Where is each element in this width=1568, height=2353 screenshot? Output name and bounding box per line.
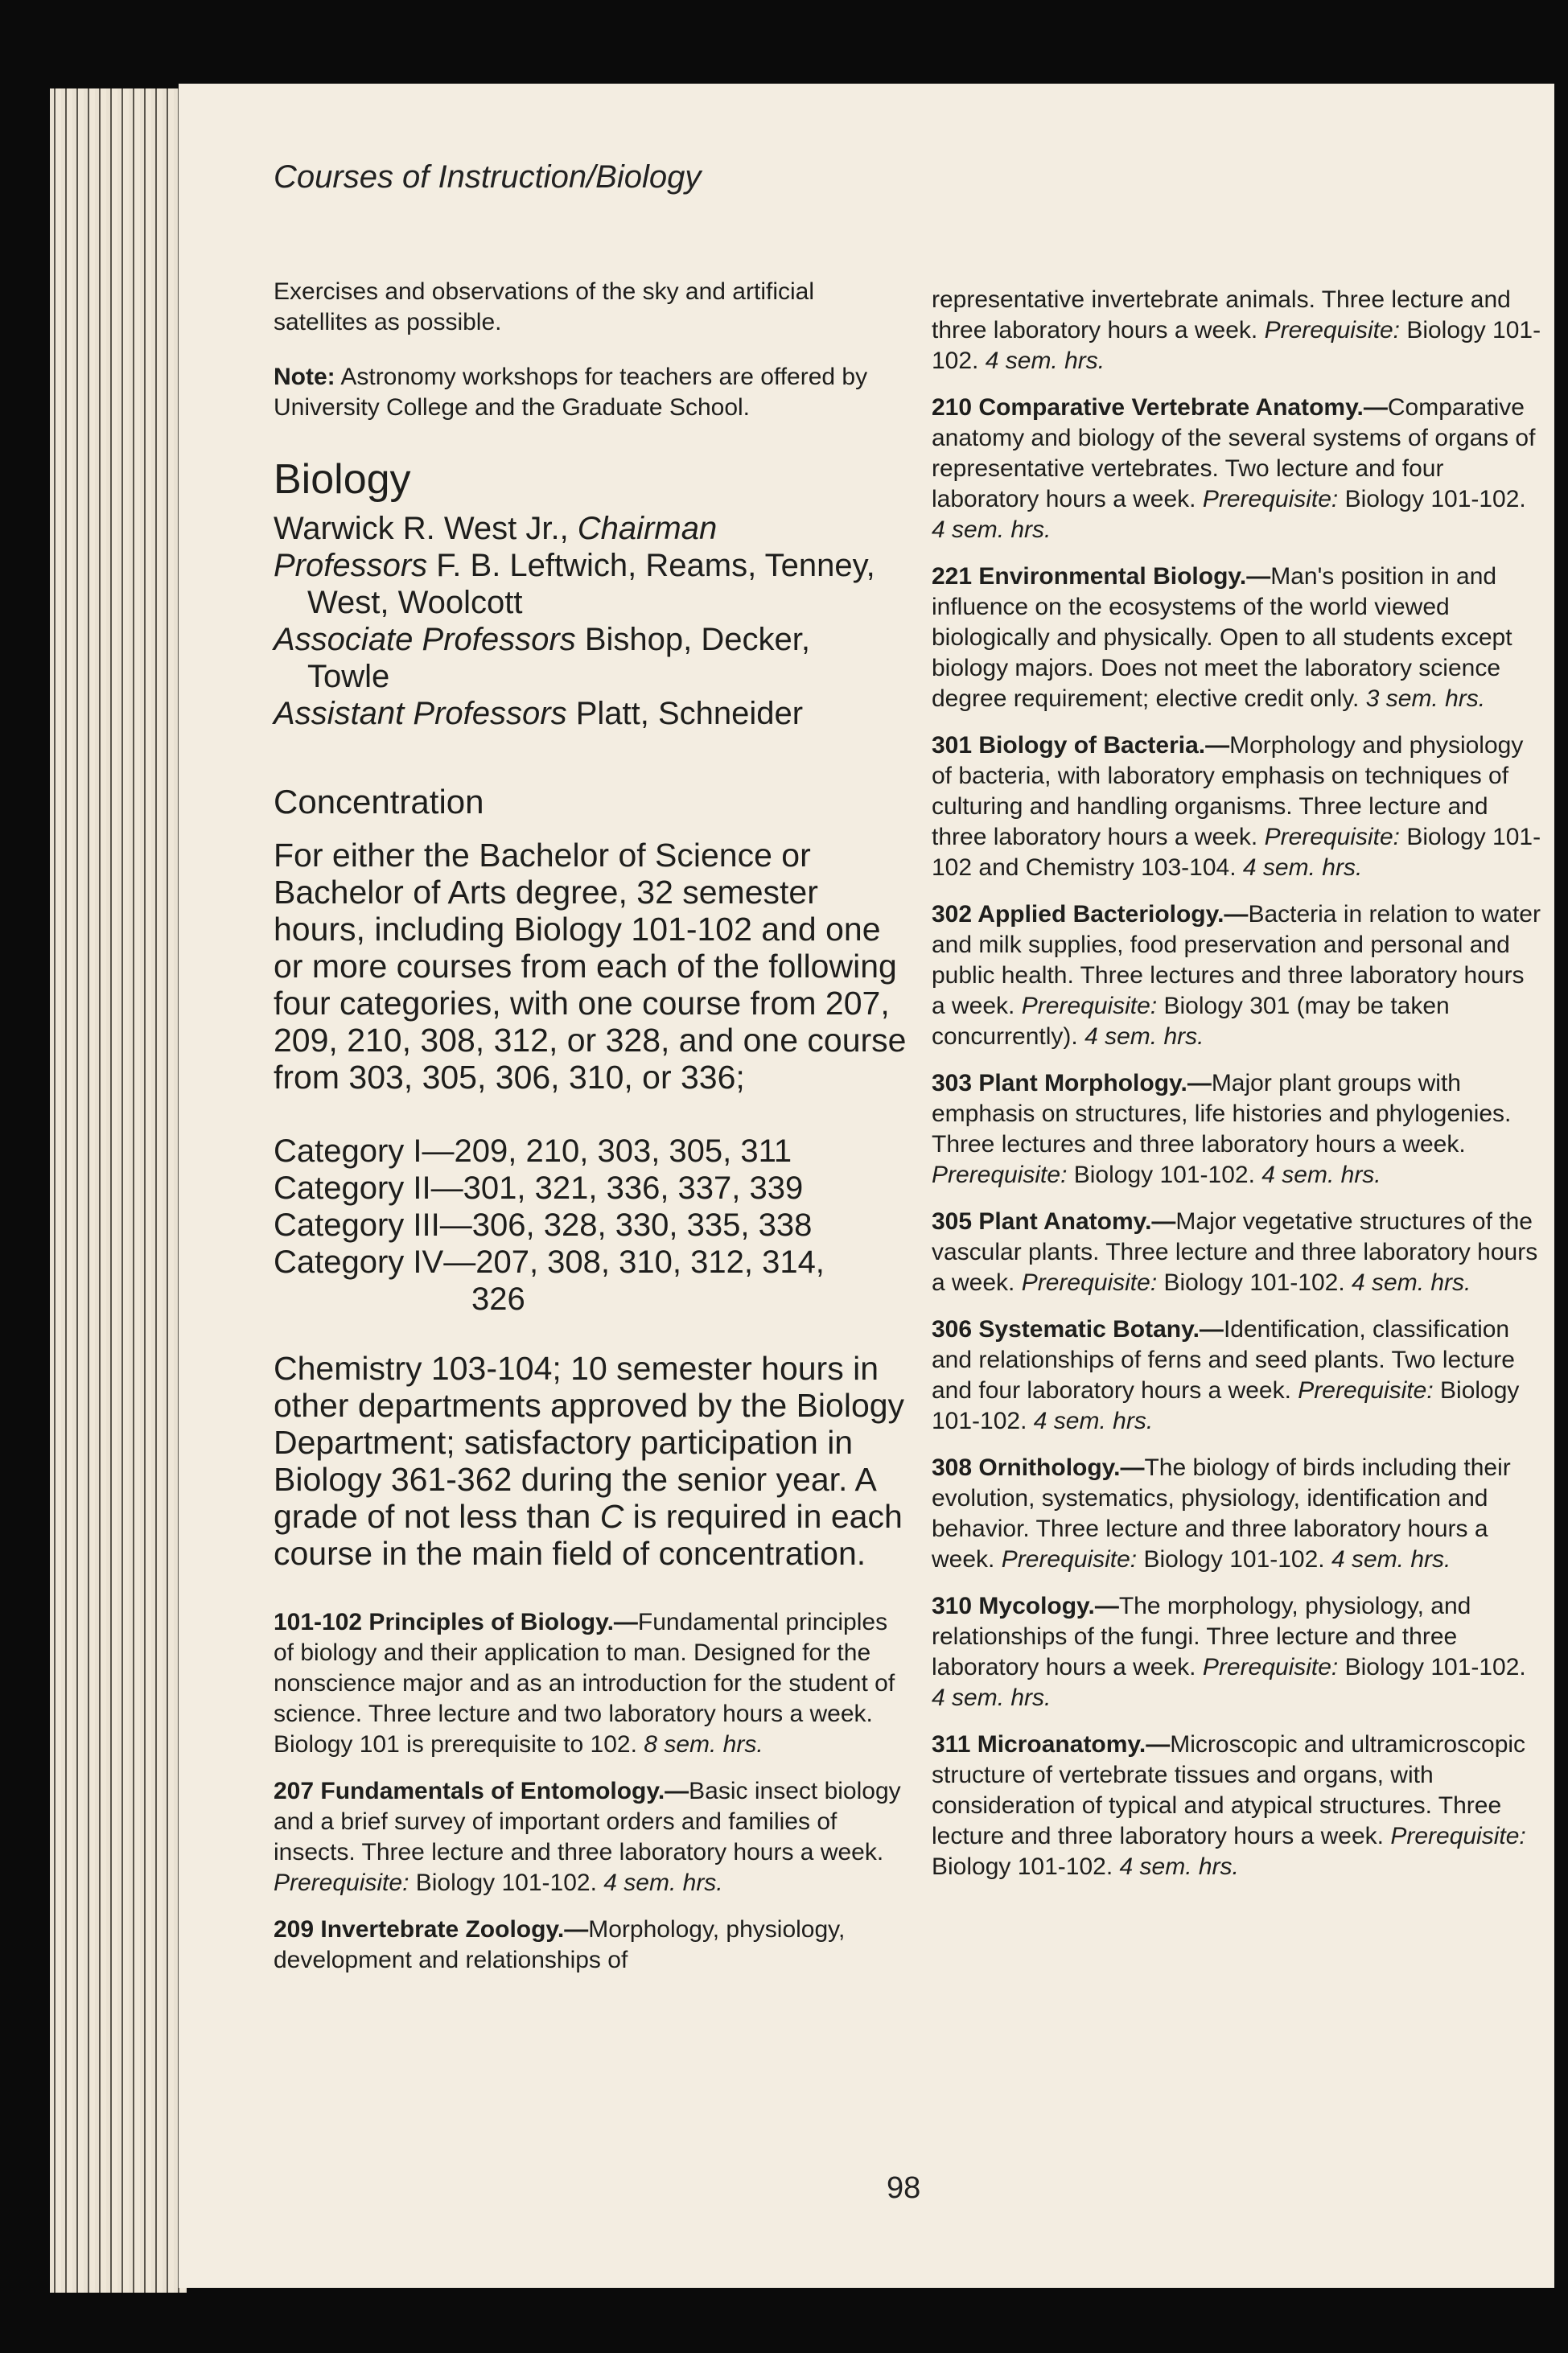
course-prereq: Biology 101-102. <box>409 1870 604 1896</box>
course-entry <box>932 730 1543 883</box>
course-title: 308 Ornithology.— <box>932 1454 1145 1481</box>
course-hours: 4 sem. hrs. <box>932 1685 1052 1711</box>
chairman-line <box>274 510 909 547</box>
concentration-text: For either the Bachelor of Science or Bachelor of Arts degree, 32 semester hours, including Biology 101-102 and one or more courses from each of the following four categories, with one course from 207, 209, 210, 308, 312, or 328, and one course from 303, 305, 306, 310, or 336; <box>274 837 907 1096</box>
course-title: 303 Plant Morphology.— <box>932 1070 1212 1096</box>
course-prereq-label: Prerequisite: <box>1021 1269 1158 1296</box>
course-prereq: Biology 101-102. <box>1137 1546 1331 1573</box>
course-hours: 4 sem. hrs. <box>1242 854 1363 881</box>
course-title: 306 Systematic Botany.— <box>932 1316 1224 1343</box>
category-continuation: 326 <box>471 1281 525 1317</box>
course-prereq-label: Prerequisite: <box>932 1162 1068 1188</box>
course-body: Microscopic and ultramicroscopic structure of vertebrate tissues and organs, with consideration of typical and atypical structures. Three lecture and three laboratory hours a week. <box>932 1731 1526 1849</box>
course-prereq-label: Prerequisite: <box>1298 1377 1434 1404</box>
course-hours: 3 sem. hrs. <box>1365 685 1486 712</box>
course-hours: 4 sem. hrs. <box>1084 1023 1204 1050</box>
category-item: Category II—301, 321, 336, 337, 339 <box>274 1170 804 1206</box>
course-body: Man's position in and influence on the ecosystems of the world viewed biologically and physically. Open to all students except biology majors. Does not meet the laboratory science degree requirement; elective credit only. <box>932 563 1512 712</box>
course-entry <box>932 1730 1543 1882</box>
professors-label: Professors <box>274 548 428 583</box>
course-entry <box>274 1915 909 1976</box>
course-hours: 4 sem. hrs. <box>1331 1546 1451 1573</box>
grade-letter: C <box>599 1498 624 1535</box>
running-head: Courses of Instruction/Biology <box>274 159 702 195</box>
course-hours: 4 sem. hrs. <box>985 348 1105 374</box>
course-entry <box>932 1314 1543 1437</box>
course-body: Morphology and physiology of bacteria, with laboratory emphasis on techniques of culturing and handling organisms. Three lecture and three laboratory hours a week. <box>932 732 1524 850</box>
course-prereq-label: Prerequisite: <box>1264 317 1400 343</box>
left-column <box>274 277 909 1992</box>
note-text: Astronomy workshops for teachers are offered by University College and the Graduate School. <box>274 364 868 421</box>
course-title: 207 Fundamentals of Entomology.— <box>274 1778 689 1804</box>
course-title: 311 Microanatomy.— <box>932 1731 1171 1758</box>
course-title: 301 Biology of Bacteria.— <box>932 732 1230 759</box>
astronomy-note <box>274 362 909 423</box>
course-hours: 8 sem. hrs. <box>644 1731 763 1758</box>
course-prereq-label: Prerequisite: <box>274 1870 409 1896</box>
course-body: Major plant groups with emphasis on structures, life histories and phylogenies. Three lectures and three laboratory hours a week. <box>932 1070 1512 1158</box>
course-entry <box>932 1068 1543 1191</box>
course-hours: 4 sem. hrs. <box>1033 1408 1154 1434</box>
professors-line <box>274 547 909 584</box>
section-title: Biology <box>274 456 411 503</box>
course-body: Major vegetative structures of the vascular plants. Three lecture and three laboratory hours a week. <box>932 1208 1538 1296</box>
course-entry <box>274 1607 909 1760</box>
course-title: 302 Applied Bacteriology.— <box>932 901 1249 928</box>
course-title: 221 Environmental Biology.— <box>932 563 1271 590</box>
course-body: Comparative anatomy and biology of the several systems of organs of representative vertebrates. Two lecture and four laboratory hours a week. <box>932 394 1536 512</box>
course-prereq-label: Prerequisite: <box>1021 993 1158 1019</box>
concentration-title: Concentration <box>274 783 484 821</box>
faculty-list <box>274 510 909 732</box>
course-entry <box>932 899 1543 1052</box>
course-prereq: Biology 101-102. <box>1338 486 1526 512</box>
course-entry <box>274 1776 909 1898</box>
course-prereq: Biology 101-102. <box>1157 1269 1352 1296</box>
course-title: 209 Invertebrate Zoology.— <box>274 1916 589 1943</box>
course-prereq: Biology 101-102 and Chemistry 103-104. <box>932 824 1541 881</box>
course-hours: 4 sem. hrs. <box>1352 1269 1471 1296</box>
left-top-text <box>274 277 909 423</box>
course-entry <box>932 393 1543 545</box>
course-prereq-label: Prerequisite: <box>1202 1654 1339 1680</box>
associate-label: Associate Professors <box>274 622 576 657</box>
course-title: 310 Mycology.— <box>932 1593 1119 1619</box>
course-body: Morphology, physiology, development and relationships of <box>274 1916 846 1973</box>
course-entry <box>932 562 1543 714</box>
book-page <box>179 84 1554 2288</box>
course-hours: 4 sem. hrs. <box>603 1870 723 1896</box>
course-prereq-label: Prerequisite: <box>1390 1823 1526 1849</box>
course-entry <box>932 1207 1543 1298</box>
category-list <box>274 1133 909 1318</box>
associate-names: Bishop, Decker, <box>575 622 810 657</box>
course-prereq: Biology 301 (may be taken concurrently). <box>932 993 1450 1050</box>
course-title: 305 Plant Anatomy.— <box>932 1208 1176 1235</box>
course-body: Fundamental principles of biology and their application to man. Designed for the nonscience major and as an introduction for the student of science. Three lecture and two laboratory hours a week. Biology 101 is prerequisite to 102. <box>274 1609 895 1758</box>
chair-name: Warwick R. West Jr., <box>274 511 578 546</box>
category-item: Category I—209, 210, 303, 305, 311 <box>274 1133 792 1169</box>
right-column <box>932 285 1543 1898</box>
course-title: 101-102 Principles of Biology.— <box>274 1609 638 1635</box>
continued-course-text <box>932 285 1543 376</box>
course-hours: 4 sem. hrs. <box>1261 1162 1381 1188</box>
chair-title: Chairman <box>577 511 718 546</box>
page-number: 98 <box>887 2171 921 2205</box>
course-title: 210 Comparative Vertebrate Anatomy.— <box>932 394 1388 421</box>
course-entry <box>932 1591 1543 1713</box>
course-prereq: Biology 101-102. <box>1067 1162 1262 1188</box>
professors-line-2: West, Woolcott <box>307 585 523 620</box>
category-item: Category IV—207, 308, 310, 312, 314, <box>274 1244 825 1280</box>
course-prereq-label: Prerequisite: <box>1202 486 1339 512</box>
course-prereq-label: Prerequisite: <box>1264 824 1400 850</box>
assistant-names: Platt, Schneider <box>566 696 804 731</box>
associate-line-2: Towle <box>307 659 390 694</box>
assistant-label: Assistant Professors <box>274 696 567 731</box>
course-hours: 4 sem. hrs. <box>932 516 1052 543</box>
professors-names: F. B. Leftwich, Reams, Tenney, <box>427 548 875 583</box>
course-entry <box>932 1453 1543 1575</box>
course-prereq-label: Prerequisite: <box>1001 1546 1138 1573</box>
associate-line <box>274 621 909 658</box>
course-prereq: Biology 101-102. <box>932 1377 1520 1434</box>
chemistry-text: Chemistry 103-104; 10 semester hours in other departments approved by the Biology Department; satisfactory participation in Biology 361-362 during the senior year. A grade of not less than <box>274 1350 905 1535</box>
course-prereq: Biology 101-102. <box>932 1853 1120 1880</box>
course-body: Basic insect biology and a brief survey of important orders and families of insects. Three lecture and three laboratory hours a week. <box>274 1778 901 1866</box>
course-body: The morphology, physiology, and relationships of the fungi. Three lecture and three laboratory hours a week. <box>932 1593 1471 1680</box>
astronomy-intro: Exercises and observations of the sky and artificial satellites as possible. <box>274 278 814 335</box>
category-item: Category III—306, 328, 330, 335, 338 <box>274 1207 813 1243</box>
course-prereq: Biology 101-102. <box>1338 1654 1526 1680</box>
note-label: Note: <box>274 364 335 390</box>
course-body: Identification, classification and relationships of ferns and seed plants. Two lecture and four laboratory hours a week. <box>932 1316 1515 1404</box>
course-hours: 4 sem. hrs. <box>1119 1853 1239 1880</box>
course-body: The biology of birds including their evolution, systematics, physiology, identification and behavior. Three lecture and three laboratory hours a week. <box>932 1454 1511 1573</box>
chemistry-text-end: is required in each course in the main field of concentration. <box>274 1498 903 1572</box>
course-prereq: Biology 101-102. <box>932 317 1541 374</box>
left-courses <box>274 1607 909 1976</box>
assistant-line <box>274 695 909 732</box>
course-body: Bacteria in relation to water and milk supplies, food preservation and personal and public health. Three lectures and three laboratory hours a week. <box>932 901 1541 1019</box>
page-edges <box>50 88 187 2293</box>
chemistry-requirement <box>274 1350 909 1572</box>
course-body: representative invertebrate animals. Three lecture and three laboratory hours a week. <box>932 286 1511 343</box>
